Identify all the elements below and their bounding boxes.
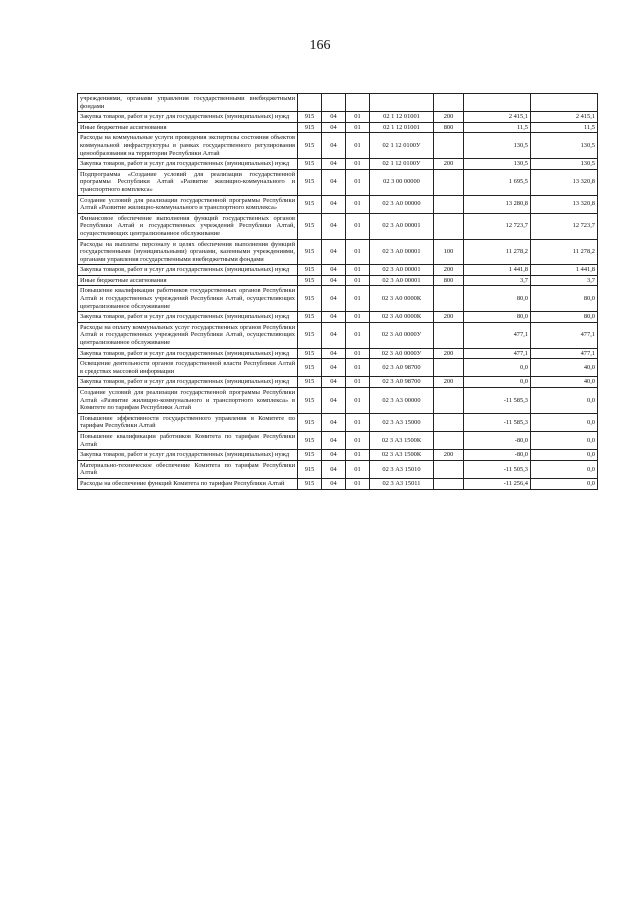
expense-kind	[434, 359, 464, 377]
subsection-code	[346, 94, 370, 112]
section-code: 04	[322, 275, 346, 286]
admin-code: 915	[298, 413, 322, 431]
admin-code: 915	[298, 286, 322, 312]
amount-2: 80,0	[531, 286, 598, 312]
expense-kind: 200	[434, 450, 464, 461]
table-row	[78, 478, 598, 489]
admin-code: 915	[298, 112, 322, 123]
expense-kind	[434, 478, 464, 489]
row-name: Иные бюджетные ассигнования	[78, 122, 298, 133]
subsection-code: 01	[346, 377, 370, 388]
subsection-code: 01	[346, 322, 370, 348]
section-code: 04	[322, 322, 346, 348]
section-code: 04	[322, 388, 346, 414]
table-row	[78, 460, 598, 478]
expense-kind: 800	[434, 275, 464, 286]
subsection-code: 01	[346, 388, 370, 414]
amount-2: 477,1	[531, 348, 598, 359]
table-row	[78, 377, 598, 388]
expense-kind	[434, 169, 464, 195]
target-article: 02 3 А0 00001	[370, 239, 434, 265]
row-name: Закупка товаров, работ и услуг для государственных (муниципальных) нужд	[78, 265, 298, 276]
admin-code: 915	[298, 377, 322, 388]
table-row	[78, 169, 598, 195]
target-article: 02 3 А0 0000У	[370, 322, 434, 348]
subsection-code: 01	[346, 460, 370, 478]
section-code: 04	[322, 431, 346, 449]
row-name: учреждениями, органами управления государственными внебюджетными фондами	[78, 94, 298, 112]
row-name: Закупка товаров, работ и услуг для государственных (муниципальных) нужд	[78, 159, 298, 170]
amount-2: 0,0	[531, 478, 598, 489]
section-code: 04	[322, 122, 346, 133]
table-row	[78, 213, 598, 239]
amount-1	[464, 94, 531, 112]
admin-code: 915	[298, 431, 322, 449]
section-code: 04	[322, 359, 346, 377]
amount-1: 80,0	[464, 286, 531, 312]
row-name: Иные бюджетные ассигнования	[78, 275, 298, 286]
target-article: 02 3 А0 00001	[370, 275, 434, 286]
row-name: Повышение квалификации работников Комитета по тарифам Республики Алтай	[78, 431, 298, 449]
amount-2: 130,5	[531, 159, 598, 170]
row-name: Закупка товаров, работ и услуг для государственных (муниципальных) нужд	[78, 450, 298, 461]
subsection-code: 01	[346, 431, 370, 449]
amount-1: -11 585,3	[464, 413, 531, 431]
admin-code: 915	[298, 359, 322, 377]
amount-1: 1 441,8	[464, 265, 531, 276]
subsection-code: 01	[346, 213, 370, 239]
table-row	[78, 239, 598, 265]
section-code: 04	[322, 265, 346, 276]
row-name: Расходы на обеспечение функций Комитета по тарифам Республики Алтай	[78, 478, 298, 489]
target-article: 02 3 А0 00001	[370, 213, 434, 239]
section-code: 04	[322, 159, 346, 170]
row-name: Повышение эффективности государственного управления в Комитете по тарифам Республики Алтай	[78, 413, 298, 431]
subsection-code: 01	[346, 133, 370, 159]
amount-1: 12 723,7	[464, 213, 531, 239]
admin-code: 915	[298, 122, 322, 133]
target-article: 02 1 12 0100У	[370, 159, 434, 170]
amount-2: 40,0	[531, 359, 598, 377]
target-article: 02 3 А0 0000К	[370, 286, 434, 312]
row-name: Закупка товаров, работ и услуг для государственных (муниципальных) нужд	[78, 312, 298, 323]
target-article: 02 3 А3 1500К	[370, 431, 434, 449]
target-article: 02 1 12 01001	[370, 112, 434, 123]
subsection-code: 01	[346, 413, 370, 431]
amount-2: 0,0	[531, 413, 598, 431]
expense-kind: 200	[434, 112, 464, 123]
amount-2: 12 723,7	[531, 213, 598, 239]
amount-2: 0,0	[531, 431, 598, 449]
expense-kind: 200	[434, 348, 464, 359]
amount-1: 130,5	[464, 159, 531, 170]
amount-2: 13 320,8	[531, 169, 598, 195]
table-row	[78, 450, 598, 461]
subsection-code: 01	[346, 122, 370, 133]
amount-1: -11 585,3	[464, 388, 531, 414]
table-row	[78, 359, 598, 377]
subsection-code: 01	[346, 195, 370, 213]
section-code: 04	[322, 112, 346, 123]
amount-2: 477,1	[531, 322, 598, 348]
expense-kind	[434, 213, 464, 239]
subsection-code: 01	[346, 169, 370, 195]
amount-1: 2 415,1	[464, 112, 531, 123]
subsection-code: 01	[346, 359, 370, 377]
amount-2: 1 441,8	[531, 265, 598, 276]
expense-kind: 100	[434, 239, 464, 265]
amount-1: 11,5	[464, 122, 531, 133]
admin-code: 915	[298, 195, 322, 213]
row-name: Закупка товаров, работ и услуг для государственных (муниципальных) нужд	[78, 348, 298, 359]
amount-2: 40,0	[531, 377, 598, 388]
table-row	[78, 159, 598, 170]
table-row	[78, 275, 598, 286]
row-name: Повышение квалификации работников государственных органов Республики Алтай и государственных учреждений Республики Алтай, осуществляющих централизованное обслуживание	[78, 286, 298, 312]
amount-1: 130,5	[464, 133, 531, 159]
target-article: 02 1 12 01001	[370, 122, 434, 133]
admin-code: 915	[298, 275, 322, 286]
amount-2: 11 278,2	[531, 239, 598, 265]
expense-kind	[434, 286, 464, 312]
section-code: 04	[322, 213, 346, 239]
subsection-code: 01	[346, 275, 370, 286]
section-code: 04	[322, 239, 346, 265]
amount-1: 80,0	[464, 312, 531, 323]
target-article: 02 3 А0 98700	[370, 377, 434, 388]
row-name: Расходы на оплату коммунальных услуг государственных органов Республики Алтай и государственных учреждений Республики Алтай, осуществляющих централизованное обслуживание	[78, 322, 298, 348]
table-row	[78, 388, 598, 414]
amount-1: 477,1	[464, 322, 531, 348]
expense-kind	[434, 195, 464, 213]
table-row	[78, 431, 598, 449]
amount-2: 0,0	[531, 388, 598, 414]
admin-code: 915	[298, 478, 322, 489]
amount-2	[531, 94, 598, 112]
section-code: 04	[322, 348, 346, 359]
expense-kind	[434, 94, 464, 112]
subsection-code: 01	[346, 348, 370, 359]
admin-code: 915	[298, 169, 322, 195]
expense-kind	[434, 431, 464, 449]
section-code: 04	[322, 450, 346, 461]
amount-1: 13 280,8	[464, 195, 531, 213]
row-name: Подпрограмма «Создание условий для реализации государственной программы Республики Алтай «Развитие жилищно-коммунального и транспортного комплекса»	[78, 169, 298, 195]
table-row	[78, 195, 598, 213]
admin-code: 915	[298, 159, 322, 170]
expense-kind	[434, 413, 464, 431]
amount-2: 3,7	[531, 275, 598, 286]
expense-kind: 200	[434, 312, 464, 323]
amount-1: 0,0	[464, 359, 531, 377]
row-name: Создание условий для реализации государственной программы Республики Алтай «Развитие жилищно-коммунального и транспортного комплекса»	[78, 195, 298, 213]
target-article: 02 1 12 0100У	[370, 133, 434, 159]
admin-code: 915	[298, 239, 322, 265]
target-article: 02 3 А0 0000К	[370, 312, 434, 323]
amount-1: 11 278,2	[464, 239, 531, 265]
amount-2: 80,0	[531, 312, 598, 323]
amount-2: 11,5	[531, 122, 598, 133]
table-row	[78, 94, 598, 112]
row-name: Освещение деятельности органов государственной власти Республики Алтай в средствах массовой информации	[78, 359, 298, 377]
amount-1: -11 256,4	[464, 478, 531, 489]
section-code: 04	[322, 460, 346, 478]
amount-1: 0,0	[464, 377, 531, 388]
target-article: 02 3 А3 15011	[370, 478, 434, 489]
table-row	[78, 122, 598, 133]
row-name: Расходы на коммунальные услуги проведения экспертизы состояния объектов коммунальной инфраструктуры в рамках государственного регулирования ценообразования на территории Республики Алтай	[78, 133, 298, 159]
admin-code: 915	[298, 348, 322, 359]
amount-1: -11 505,3	[464, 460, 531, 478]
row-name: Материально-техническое обеспечение Комитета по тарифам Республики Алтай	[78, 460, 298, 478]
table-row	[78, 286, 598, 312]
amount-1: -80,0	[464, 450, 531, 461]
row-name: Создание условий для реализации государственной программы Республики Алтай «Развитие жилищно-коммунального и транспортного комплекса» в Комитете по тарифам Республики Алтай	[78, 388, 298, 414]
target-article: 02 3 А0 00001	[370, 265, 434, 276]
section-code: 04	[322, 133, 346, 159]
target-article: 02 3 00 00000	[370, 169, 434, 195]
section-code: 04	[322, 195, 346, 213]
subsection-code: 01	[346, 239, 370, 265]
target-article: 02 3 А3 15010	[370, 460, 434, 478]
section-code: 04	[322, 413, 346, 431]
section-code: 04	[322, 312, 346, 323]
expense-kind	[434, 460, 464, 478]
table-row	[78, 112, 598, 123]
section-code: 04	[322, 286, 346, 312]
table-row	[78, 133, 598, 159]
admin-code: 915	[298, 265, 322, 276]
amount-2: 2 415,1	[531, 112, 598, 123]
expense-kind: 200	[434, 265, 464, 276]
budget-table	[77, 93, 598, 490]
admin-code: 915	[298, 460, 322, 478]
expense-kind: 200	[434, 159, 464, 170]
subsection-code: 01	[346, 450, 370, 461]
row-name: Расходы на выплаты персоналу в целях обеспечения выполнения функций государственными (муниципальными) органами, казенными учреждениями, органами управления государственными внебюджетными фондами	[78, 239, 298, 265]
expense-kind	[434, 388, 464, 414]
table-row	[78, 348, 598, 359]
target-article: 02 3 А3 00000	[370, 388, 434, 414]
amount-1: 3,7	[464, 275, 531, 286]
amount-1: -80,0	[464, 431, 531, 449]
row-name: Закупка товаров, работ и услуг для государственных (муниципальных) нужд	[78, 112, 298, 123]
subsection-code: 01	[346, 478, 370, 489]
admin-code: 915	[298, 322, 322, 348]
target-article: 02 3 А0 98700	[370, 359, 434, 377]
subsection-code: 01	[346, 312, 370, 323]
row-name: Финансовое обеспечение выполнения функций государственных органов Республики Алтай и государственных учреждений Республики Алтай, осуществляющих централизованное обслуживание	[78, 213, 298, 239]
section-code: 04	[322, 478, 346, 489]
table-body	[78, 94, 598, 490]
subsection-code: 01	[346, 159, 370, 170]
amount-2: 0,0	[531, 450, 598, 461]
expense-kind	[434, 133, 464, 159]
target-article	[370, 94, 434, 112]
section-code: 04	[322, 377, 346, 388]
amount-2: 130,5	[531, 133, 598, 159]
amount-2: 13 320,8	[531, 195, 598, 213]
page-number: 166	[309, 38, 331, 53]
table-row	[78, 322, 598, 348]
expense-kind	[434, 322, 464, 348]
row-name: Закупка товаров, работ и услуг для государственных (муниципальных) нужд	[78, 377, 298, 388]
target-article: 02 3 А3 1500К	[370, 450, 434, 461]
expense-kind: 200	[434, 377, 464, 388]
admin-code: 915	[298, 133, 322, 159]
subsection-code: 01	[346, 265, 370, 276]
amount-2: 0,0	[531, 460, 598, 478]
admin-code: 915	[298, 213, 322, 239]
admin-code: 915	[298, 312, 322, 323]
admin-code	[298, 94, 322, 112]
subsection-code: 01	[346, 112, 370, 123]
table-row	[78, 265, 598, 276]
subsection-code: 01	[346, 286, 370, 312]
table-row	[78, 413, 598, 431]
target-article: 02 3 А0 00000	[370, 195, 434, 213]
target-article: 02 3 А0 0000У	[370, 348, 434, 359]
target-article: 02 3 А3 15000	[370, 413, 434, 431]
admin-code: 915	[298, 388, 322, 414]
section-code: 04	[322, 169, 346, 195]
section-code	[322, 94, 346, 112]
table-row	[78, 312, 598, 323]
amount-1: 1 695,5	[464, 169, 531, 195]
admin-code: 915	[298, 450, 322, 461]
amount-1: 477,1	[464, 348, 531, 359]
expense-kind: 800	[434, 122, 464, 133]
